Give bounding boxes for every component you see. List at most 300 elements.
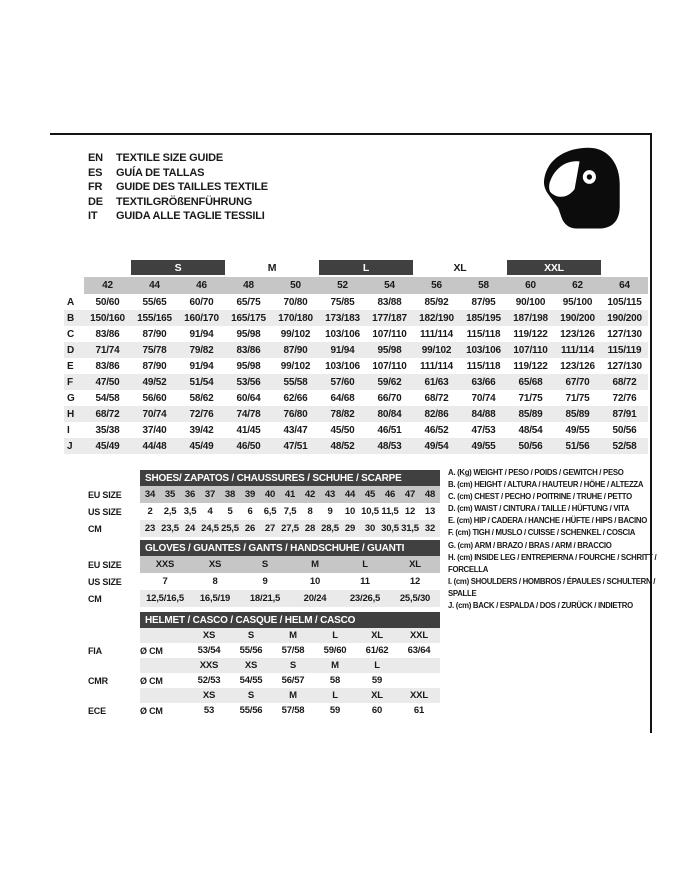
helmet-standard-section [88,628,440,658]
shoes-size-cell: 12 [404,506,416,517]
measurement-value-cell: 123/126 [560,328,595,340]
measurement-value-cell: 72/76 [189,408,214,420]
measurement-value-cell: 58/62 [189,392,214,404]
measurement-cells [84,297,648,308]
shoes-size-cell: 3,5 [183,506,197,517]
legend-item: E. (cm) HIP / CADERA / HANCHE / HÜFTE / HIPS / BACINO [448,516,647,526]
measurement-value-cell: 68/72 [424,392,449,404]
gloves-cells [140,556,440,573]
numeric-size-cell: 52 [337,280,348,291]
gloves-size-cell: XS [208,559,222,570]
helmet-size-cell: XXL [410,690,428,701]
measurement-value-cell: 87/90 [283,344,308,356]
numeric-size-row [64,277,648,294]
helmet-value-cell: 55/56 [239,645,263,656]
legend-item: A. (Kg) WEIGHT / PESO / POIDS / GEWITCH / PESO [448,468,624,477]
shoes-size-cell: 40 [264,489,276,500]
measurement-value-cell: 57/60 [330,376,355,388]
measurement-value-cell: 165/175 [231,312,266,324]
numeric-size-cells [84,277,648,294]
gloves-size-cell: XXS [155,559,175,570]
helmet-value-band [140,643,440,658]
gloves-size-cell: 12,5/16,5 [146,593,184,604]
measurement-value-cell: 119/122 [513,328,548,340]
diameter-unit-label: Ø CM [140,645,163,656]
measurement-letter: I [67,424,70,436]
helmet-size-cell: XXS [199,660,219,671]
measurement-letter: H [67,408,75,420]
shoes-row [88,503,440,520]
helmet-size-cell: XS [202,690,216,701]
shoes-size-cell: 34 [144,489,156,500]
measurement-cells [84,425,648,436]
measurement-value-cell: 56/60 [142,392,167,404]
numeric-size-cell: 64 [619,280,630,291]
shoes-size-cell: 36 [184,489,196,500]
measurement-value-cell: 72/76 [612,392,637,404]
measurement-value-cell: 83/86 [95,328,120,340]
helmet-value-cell: 61/62 [365,645,389,656]
shoes-size-cell: 47 [404,489,416,500]
measurement-value-cell: 62/66 [283,392,308,404]
shoes-size-cell: 6 [247,506,253,517]
helmet-standard-section [88,688,440,718]
measurement-cells [84,377,648,388]
row-label-spacer [88,628,140,643]
measurement-value-cell: 82/86 [424,408,449,420]
measurement-value-cell: 49/55 [565,424,590,436]
shoes-size-cell: 10 [344,506,356,517]
numeric-size-cell: 58 [478,280,489,291]
helmet-size-cell: M [289,690,297,701]
language-code: ES [88,166,103,179]
helmet-size-band [140,628,440,643]
measurement-value-cell: 48/53 [377,440,402,452]
measurement-row [64,294,648,310]
measurement-value-cell: 115/118 [466,360,501,372]
measurement-value-cell: 190/200 [607,312,642,324]
size-group-cell: XL [453,261,467,274]
measurement-value-cell: 173/183 [325,312,360,324]
measurement-value-cell: 46/52 [424,424,449,436]
measurement-value-cell: 49/54 [424,440,449,452]
helmet-size-cell: L [374,660,380,671]
shoes-size-cell: 8 [307,506,313,517]
top-border-line [50,133,652,135]
measurement-rows [64,294,648,454]
measurement-value-cell: 75/78 [142,344,167,356]
measurement-value-cell: 99/102 [280,328,311,340]
language-code: DE [88,195,103,208]
numeric-size-cell: 44 [149,280,160,291]
row-label: CM [88,523,102,534]
row-label: US SIZE [88,506,122,517]
helmet-data-row [88,703,440,718]
gloves-size-cell: 23/26,5 [349,593,381,604]
measurement-value-cell: 123/126 [560,360,595,372]
measurement-value-cell: 51/54 [189,376,214,388]
measurement-value-cell: 70/80 [283,296,308,308]
language-code: FR [88,181,103,194]
gloves-size-cell: 11 [360,576,370,587]
measurement-value-cell: 95/98 [236,360,261,372]
measurement-value-cell: 50/56 [612,424,637,436]
shoes-size-cell: 41 [284,489,296,500]
measurement-value-cell: 95/98 [236,328,261,340]
shoes-size-cell: 44 [344,489,356,500]
measurement-value-cell: 44/48 [142,440,167,452]
size-group-cell: XXL [507,260,601,275]
measurement-value-cell: 65/75 [236,296,261,308]
helmet-value-cells [188,705,440,716]
row-label-spacer [88,658,140,673]
language-code: EN [88,152,103,165]
measurement-value-cell: 107/110 [513,344,548,356]
shoes-size-cell: 43 [324,489,336,500]
measurement-row [64,390,648,406]
shoes-size-cell: 31,5 [401,523,419,534]
measurement-value-cell: 65/68 [518,376,543,388]
helmet-value-cell: 59/60 [323,645,347,656]
shoes-size-table [88,470,440,537]
language-title: GUIDE DES TAILLES TEXTILE [116,181,268,194]
helmet-value-cell: 54/55 [239,675,263,686]
measurement-value-cell: 111/114 [419,328,454,340]
measurement-value-cell: 170/180 [278,312,313,324]
measurement-value-cell: 190/200 [560,312,595,324]
measurement-value-cell: 48/54 [518,424,543,436]
numeric-size-cell: 56 [431,280,442,291]
numeric-size-cell: 54 [384,280,395,291]
shoes-cells [140,503,440,520]
measurement-value-cell: 48/52 [330,440,355,452]
measurement-value-cell: 71/74 [95,344,120,356]
legend-item: H. (cm) INSIDE LEG / ENTREPIERNA / FOURCHE / SCHRITT / FORCELLA [448,552,657,574]
measurement-value-cell: 68/72 [612,376,637,388]
helmet-value-cell: 63/64 [407,645,431,656]
gloves-size-cell: 20/24 [303,593,327,604]
shoes-row [88,520,440,537]
shoes-size-cell: 46 [384,489,396,500]
measurement-letter: C [67,328,75,340]
helmet-size-cell: XL [371,690,383,701]
measurement-cells [84,441,648,452]
helmet-value-cell: 58 [329,675,341,686]
size-group-row [84,260,648,275]
shoes-size-cell: 38 [224,489,236,500]
measurement-value-cell: 70/74 [142,408,167,420]
helmet-size-cell: S [247,690,255,701]
helmet-size-cell: XXL [410,630,428,641]
shoes-size-cell: 45 [364,489,376,500]
helmet-size-header-row [88,658,440,673]
measurement-value-cell: 127/130 [607,328,642,340]
helmet-value-cells [188,675,398,686]
legend-item: G. (cm) ARM / BRAZO / BRAS / ARM / BRACCIO [448,540,612,550]
gloves-size-cell: 16,5/19 [199,593,231,604]
measurement-letter: E [67,360,74,372]
helmet-size-header-row [88,688,440,703]
measurement-value-cell: 41/45 [236,424,261,436]
measurement-value-cell: 87/95 [471,296,496,308]
language-row [88,151,268,166]
shoes-size-cell: 27 [264,523,276,534]
helmet-value-cell: 56/57 [281,675,305,686]
shoes-size-cell: 2,5 [163,506,177,517]
helmet-value-band [140,673,440,688]
measurement-value-cell: 85/89 [565,408,590,420]
helmet-icon [541,146,623,232]
shoes-size-cell: 39 [244,489,256,500]
measurement-value-cell: 185/195 [466,312,501,324]
measurement-value-cell: 160/170 [184,312,219,324]
measurement-value-cell: 55/65 [142,296,167,308]
helmet-data-row [88,643,440,658]
helmet-value-cell: 59 [329,705,341,716]
measurement-value-cell: 91/94 [330,344,355,356]
shoes-size-cell: 26 [244,523,256,534]
measurement-row [64,374,648,390]
shoes-size-cell: 23,5 [161,523,179,534]
gloves-cells [140,590,440,607]
measurement-row [64,342,648,358]
measurement-row [64,326,648,342]
measurement-row [64,310,648,326]
measurement-value-cell: 103/106 [325,328,360,340]
measurement-value-cell: 105/115 [607,296,642,308]
helmet-size-header-row [88,628,440,643]
measurement-value-cell: 71/75 [565,392,590,404]
helmet-size-cells [188,690,440,701]
shoes-cells [140,486,440,503]
row-label: EU SIZE [88,559,122,570]
measurement-cells [84,329,648,340]
measurement-value-cell: 90/100 [515,296,546,308]
shoes-size-cell: 25,5 [221,523,239,534]
measurement-value-cell: 45/49 [95,440,120,452]
helmet-value-band [140,703,440,718]
diameter-unit-label: Ø CM [140,705,163,716]
measurement-row [64,438,648,454]
measurement-value-cell: 99/102 [421,344,452,356]
measurement-value-cell: 99/102 [280,360,311,372]
shoes-size-cell: 28,5 [321,523,339,534]
measurement-row [64,358,648,374]
measurement-value-cell: 53/56 [236,376,261,388]
helmet-value-cell: 61 [413,705,425,716]
legend-item: F. (cm) TIGH / MUSLO / CUISSE / SCHENKEL / COSCIA [448,528,636,538]
measurement-value-cell: 87/91 [612,408,637,420]
measurement-value-cell: 83/86 [95,360,120,372]
shoes-size-cell: 11,5 [381,506,399,517]
measurement-value-cell: 155/165 [137,312,172,324]
gloves-row [88,556,440,573]
measurement-letter: D [67,344,75,356]
numeric-size-cell: 50 [290,280,301,291]
helmet-size-cell: XL [371,630,383,641]
measurement-value-cell: 45/49 [189,440,214,452]
measurement-value-cell: 187/198 [513,312,548,324]
language-row [88,166,268,181]
language-title: GUIDA ALLE TAGLIE TESSILI [116,210,265,223]
helmet-size-cell: M [289,630,297,641]
measurement-value-cell: 50/60 [95,296,120,308]
shoes-size-cell: 7,5 [283,506,297,517]
measurement-cells [84,345,648,356]
row-label: EU SIZE [88,489,122,500]
row-label: CM [88,593,102,604]
legend-item: B. (cm) HEIGHT / ALTURA / HAUTEUR / HÖHE / ALTEZZA [448,480,644,490]
helmet-value-cell: 53 [203,705,215,716]
letter-column-spacer [64,277,84,294]
diameter-unit-label: Ø CM [140,675,163,686]
shoes-size-cell: 5 [227,506,233,517]
standard-label: CMR [88,675,108,686]
language-title: TEXTILE SIZE GUIDE [116,152,224,165]
helmet-value-cell: 52/53 [197,675,221,686]
measurement-value-cell: 70/74 [471,392,496,404]
measurement-letter: B [67,312,75,324]
measurement-value-cell: 103/106 [325,360,360,372]
measurement-value-cell: 115/119 [607,344,642,356]
language-row [88,209,268,224]
measurement-value-cell: 67/70 [565,376,590,388]
shoes-row [88,486,440,503]
measurement-value-cell: 54/58 [95,392,120,404]
measurement-value-cell: 75/85 [330,296,355,308]
measurement-value-cell: 79/82 [189,344,214,356]
measurement-value-cell: 61/63 [424,376,449,388]
gloves-size-cell: S [261,559,269,570]
measurement-value-cell: 50/56 [518,440,543,452]
helmet-value-cell: 59 [371,675,383,686]
measurement-value-cell: 83/86 [236,344,261,356]
gloves-size-cell: 12 [409,576,421,587]
measurement-cells [84,409,648,420]
measurement-value-cell: 60/64 [236,392,261,404]
measurement-value-cell: 66/70 [377,392,402,404]
measurement-value-cell: 85/89 [518,408,543,420]
legend-item: I. (cm) SHOULDERS / HOMBROS / ÉPAULES / SCHULTERN / SPALLE [448,576,656,598]
shoes-size-cell: 13 [424,506,436,517]
measurement-value-cell: 83/88 [377,296,402,308]
gloves-size-cell: L [362,559,368,570]
legend-item: J. (cm) BACK / ESPALDA / DOS / ZURÜCK / INDIETRO [448,601,633,611]
measurement-value-cell: 95/98 [377,344,402,356]
shoes-size-cell: 10,5 [361,506,379,517]
shoes-size-cell: 23 [144,523,156,534]
helmet-value-cells [188,645,440,656]
measurement-value-cell: 111/114 [419,360,454,372]
helmet-value-cell: 53/54 [197,645,221,656]
gloves-size-cell: 18/21,5 [249,593,281,604]
helmet-value-cell: 60 [371,705,383,716]
shoes-size-cell: 4 [207,506,213,517]
gloves-size-cell: 10 [309,576,321,587]
shoes-size-cell: 30 [364,523,376,534]
measurement-value-cell: 84/88 [471,408,496,420]
measurement-value-cell: 46/50 [236,440,261,452]
helmet-value-cell: 57/58 [281,645,305,656]
right-border-line [650,133,652,733]
legend-item: C. (cm) CHEST / PECHO / POITRINE / TRUHE / PETTO [448,492,632,502]
measurement-value-cell: 127/130 [607,360,642,372]
measurement-letter: A [67,296,75,308]
gloves-row [88,590,440,607]
numeric-size-cell: 60 [525,280,536,291]
measurement-value-cell: 47/50 [95,376,120,388]
measurement-value-cell: 95/100 [562,296,593,308]
helmet-size-cells [188,630,440,641]
helmet-value-cell: 55/56 [239,705,263,716]
gloves-size-table [88,540,440,607]
measurement-value-cell: 52/58 [612,440,637,452]
measurement-value-cell: 68/72 [95,408,120,420]
numeric-size-cell: 42 [102,280,113,291]
measurement-legend [448,467,658,612]
helmet-size-cell: XS [244,660,258,671]
textile-size-table [64,260,648,454]
helmet-size-cell: M [331,660,339,671]
helmet-sections [88,628,440,718]
measurement-value-cell: 60/70 [189,296,214,308]
measurement-value-cell: 87/90 [142,328,167,340]
measurement-row [64,422,648,438]
measurement-value-cell: 107/110 [372,360,407,372]
measurement-value-cell: 74/78 [236,408,261,420]
shoes-table-title: SHOES/ ZAPATOS / CHAUSSURES / SCHUHE / SCARPE [140,470,440,486]
measurement-value-cell: 87/90 [142,360,167,372]
measurement-value-cell: 49/52 [142,376,167,388]
measurement-letter: J [67,440,73,452]
measurement-value-cell: 119/122 [513,360,548,372]
language-title: GUÍA DE TALLAS [116,166,205,179]
helmet-size-cell: S [289,660,297,671]
gloves-row [88,573,440,590]
measurement-value-cell: 37/40 [142,424,167,436]
measurement-row [64,406,648,422]
measurement-value-cell: 43/47 [283,424,308,436]
measurement-value-cell: 64/68 [330,392,355,404]
helmet-size-table [88,612,440,718]
shoes-size-cell: 2 [147,506,153,517]
measurement-value-cell: 103/106 [466,344,501,356]
helmet-standard-section [88,658,440,688]
measurement-value-cell: 59/62 [377,376,402,388]
gloves-size-cell: 9 [262,576,268,587]
shoes-size-cell: 24,5 [201,523,219,534]
measurement-cells [84,313,648,324]
measurement-value-cell: 177/187 [372,312,407,324]
shoes-size-cell: 37 [204,489,216,500]
helmet-size-cells [188,660,398,671]
measurement-value-cell: 47/53 [471,424,496,436]
measurement-value-cell: 47/51 [283,440,308,452]
measurement-cells [84,393,648,404]
size-group-cell: L [319,260,413,275]
gloves-table-title: GLOVES / GUANTES / GANTS / HANDSCHUHE / GUANTI [140,540,440,556]
numeric-size-cell: 62 [572,280,583,291]
measurement-value-cell: 35/38 [95,424,120,436]
measurement-value-cell: 111/114 [560,344,595,356]
measurement-value-cell: 182/190 [419,312,454,324]
shoes-size-cell: 24 [184,523,196,534]
measurement-value-cell: 150/160 [90,312,125,324]
helmet-table-title: HELMET / CASCO / CASQUE / HELM / CASCO [140,612,440,628]
measurement-value-cell: 51/56 [565,440,590,452]
shoes-size-cell: 6,5 [263,506,277,517]
helmet-size-cell: L [332,690,338,701]
